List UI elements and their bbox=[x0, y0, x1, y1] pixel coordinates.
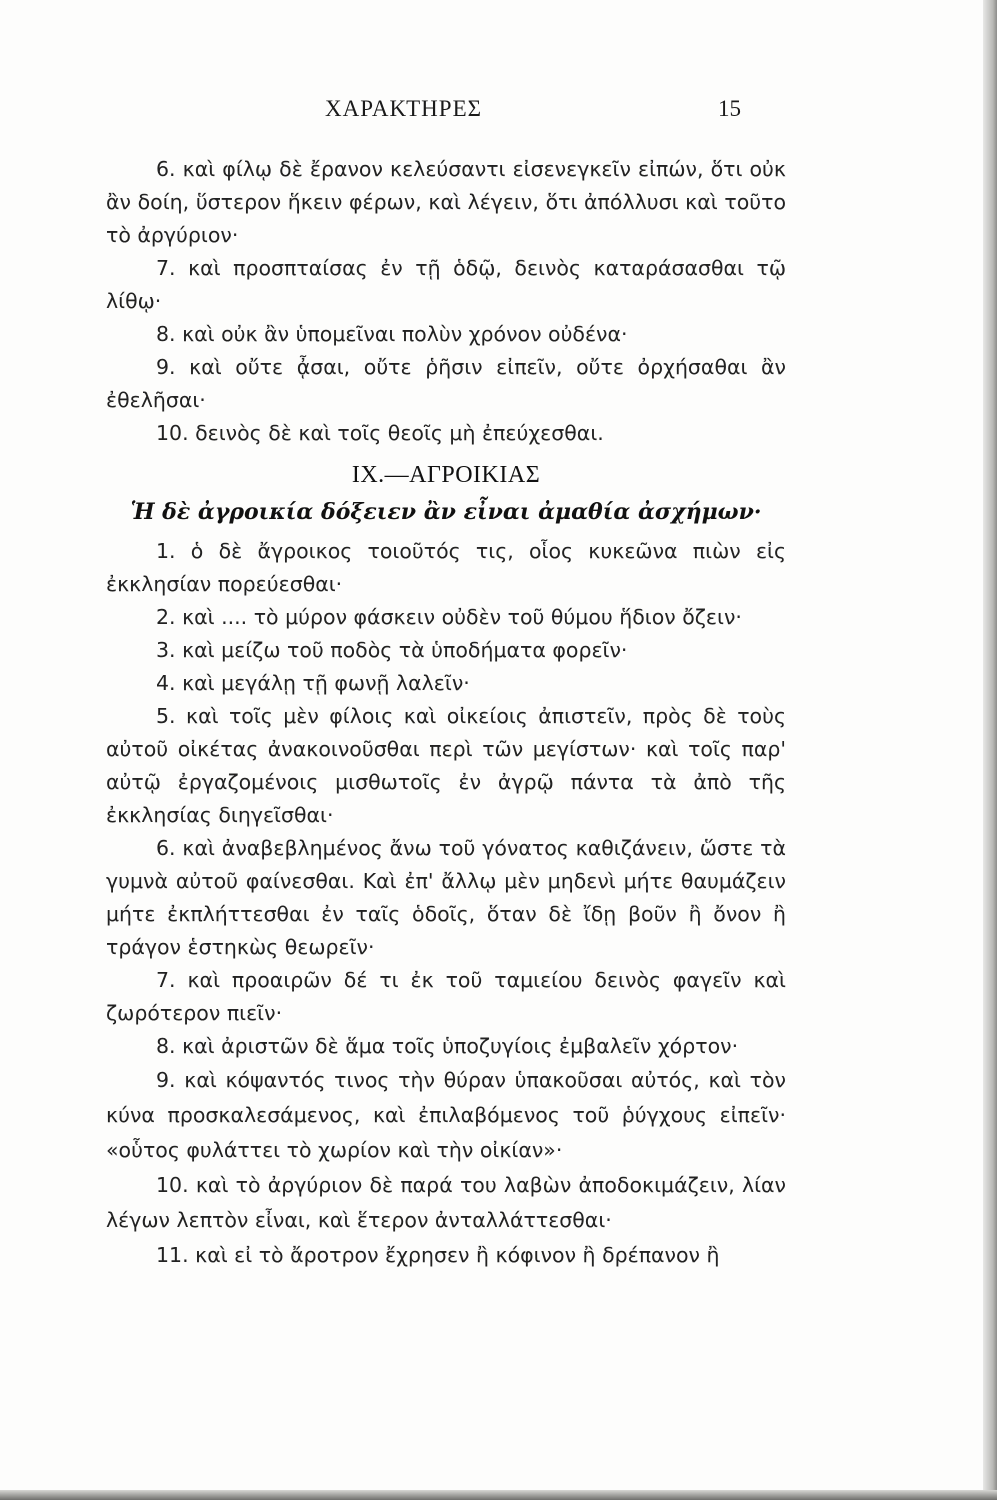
paragraph: 4. καὶ μεγάλῃ τῇ φωνῇ λαλεῖν· bbox=[156, 671, 470, 695]
paragraph: 7. καὶ προαιρῶν δέ τι ἐκ τοῦ ταμιείου δεινὸς φαγεῖν καὶ ζωρότερον πιεῖν· bbox=[106, 968, 786, 1025]
running-title: ΧΑΡΑΚΤΗΡΕΣ bbox=[325, 96, 483, 121]
page-bottom-edge bbox=[0, 1490, 997, 1500]
page-header bbox=[0, 96, 997, 136]
body-text bbox=[106, 153, 786, 1273]
paragraph: 2. καὶ .... τὸ μύρον φάσκειν οὐδὲν τοῦ θύμου ἥδιον ὄζειν· bbox=[156, 605, 742, 629]
paragraph: 6. καὶ ἀναβεβλημένος ἄνω τοῦ γόνατος καθιζάνειν, ὥστε τὰ γυμνὰ αὐτοῦ φαίνεσθαι. Καὶ ἐπ' ἄλλῳ μὲν μηδενὶ μήτε θαυμάζειν μήτε ἐκπλήττεσθαι ἐν ταῖς ὁδοῖς, ὅταν δὲ ἴδῃ βοῦν ἢ ὄνον ἢ τράγον ἑστηκὼς θεωρεῖν· bbox=[106, 836, 786, 959]
paragraph: 1. ὁ δὲ ἄγροικος τοιοῦτός τις, οἷος κυκεῶνα πιὼν εἰς ἐκκλησίαν πορεύεσθαι· bbox=[106, 539, 786, 596]
paragraph: 8. καὶ ἀριστῶν δὲ ἅμα τοῖς ὑποζυγίοις ἐμβαλεῖν χόρτον· bbox=[156, 1034, 739, 1058]
section-heading: IX.—ΑΓΡΟΙΚΙΑΣ bbox=[351, 462, 541, 488]
paragraph: 9. καὶ κόψαντός τινος τὴν θύραν ὑπακοῦσαι αὐτός, καὶ τὸν κύνα προσκαλεσάμενος, καὶ ἐπιλαβόμενος τοῦ ῥύγχους εἰπεῖν· «οὗτος φυλάττει τὸ χωρίον καὶ τὴν οἰκίαν»· bbox=[106, 1068, 786, 1162]
section-definition: Ἡ δὲ ἀγροικία δόξειεν ἂν εἶναι ἀμαθία ἀσχήμων· bbox=[130, 499, 762, 525]
page-number: 15 bbox=[718, 96, 741, 121]
paragraph: 11. καὶ εἰ τὸ ἄροτρον ἔχρησεν ἢ κόφινον ἢ δρέπανον ἢ bbox=[156, 1243, 720, 1267]
paragraph: 8. καὶ οὐκ ἂν ὑπομεῖναι πολὺν χρόνον οὐδένα· bbox=[156, 322, 628, 346]
paragraph: 7. καὶ προσπταίσας ἐν τῇ ὁδῷ, δεινὸς καταράσασθαι τῷ λίθῳ· bbox=[106, 256, 786, 313]
paragraph: 10. δεινὸς δὲ καὶ τοῖς θεοῖς μὴ ἐπεύχεσθαι. bbox=[156, 421, 604, 445]
paragraph: 9. καὶ οὔτε ᾆσαι, οὔτε ῥῆσιν εἰπεῖν, οὔτε ὀρχήσαθαι ἂν ἐθελῆσαι· bbox=[106, 355, 786, 412]
paragraph: 5. καὶ τοῖς μὲν φίλοις καὶ οἰκείοις ἀπιστεῖν, πρὸς δὲ τοὺς αὐτοῦ οἰκέτας ἀνακοινοῦσθαι περὶ τῶν μεγίστων· καὶ τοῖς παρ' αὐτῷ ἐργαζομένοις μισθωτοῖς ἐν ἀγρῷ πάντα τὰ ἀπὸ τῆς ἐκκλησίας διηγεῖσθαι· bbox=[106, 704, 786, 827]
paragraph: 3. καὶ μείζω τοῦ ποδὸς τὰ ὑποδήματα φορεῖν· bbox=[156, 638, 628, 662]
page-edge-shadow bbox=[983, 0, 997, 1500]
paragraph: 10. καὶ τὸ ἀργύριον δὲ παρά του λαβὼν ἀποδοκιμάζειν, λίαν λέγων λεπτὸν εἶναι, καὶ ἕτερον ἀνταλλάττεσθαι· bbox=[106, 1173, 786, 1232]
paragraph: 6. καὶ φίλῳ δὲ ἔρανον κελεύσαντι εἰσενεγκεῖν εἰπών, ὅτι οὐκ ἂν δοίη, ὕστερον ἥκειν φέρων, καὶ λέγειν, ὅτι ἀπόλλυσι καὶ τοῦτο τὸ ἀργύριον· bbox=[106, 157, 786, 247]
